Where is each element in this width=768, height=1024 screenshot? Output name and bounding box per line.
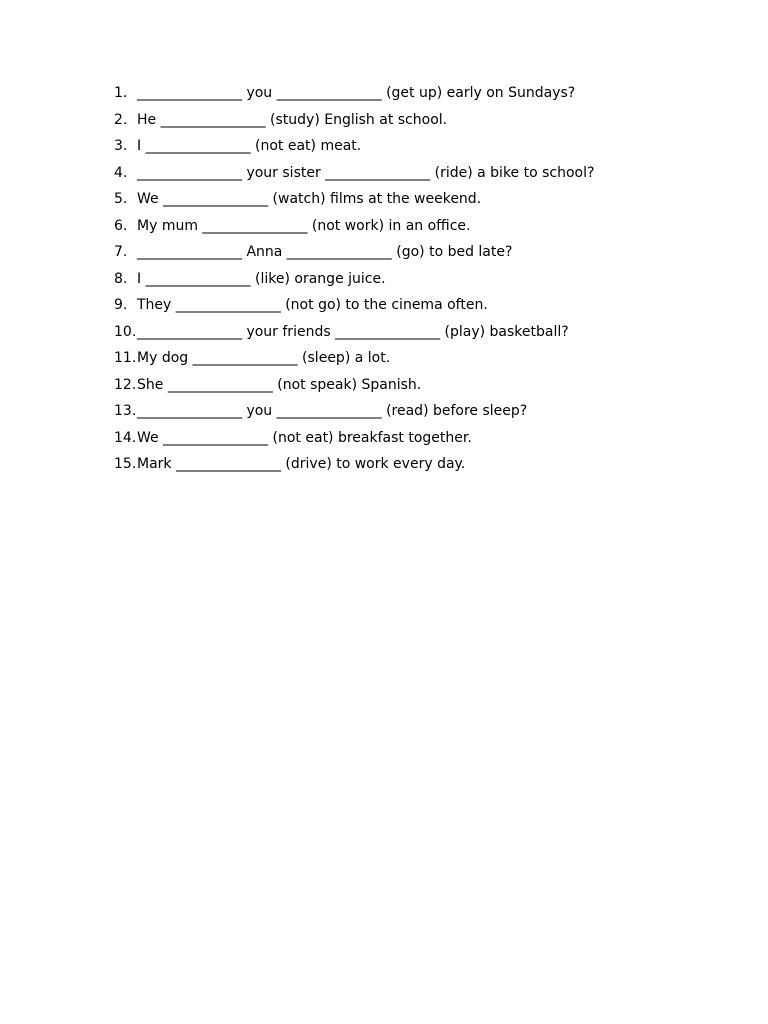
list-item [114, 190, 734, 217]
item-text: My mum _______________ (not work) in an office. [137, 217, 471, 234]
item-text: _______________ your friends _______________ (play) basketball? [137, 323, 569, 340]
exercise-list [114, 84, 734, 482]
list-item [114, 243, 734, 270]
item-number: 14. [114, 429, 137, 446]
list-item [114, 111, 734, 138]
list-item [114, 217, 734, 244]
item-number: 6. [114, 217, 128, 234]
item-number: 5. [114, 191, 128, 207]
item-text: _______________ you _______________ (read) before sleep? [137, 403, 528, 419]
item-number: 10. [114, 323, 137, 340]
item-text: _______________ you _______________ (get up) early on Sundays? [137, 85, 576, 101]
item-number: 8. [114, 270, 128, 287]
item-text: They _______________ (not go) to the cinema often. [137, 297, 488, 313]
list-item [114, 376, 734, 403]
item-text: I _______________ (not eat) meat. [137, 138, 362, 154]
item-number: 12. [114, 376, 137, 393]
list-item [114, 349, 734, 376]
item-text: We _______________ (watch) films at the weekend. [137, 191, 482, 207]
item-text: My dog _______________ (sleep) a lot. [137, 350, 391, 366]
item-text: He _______________ (study) English at school. [137, 111, 448, 128]
item-number: 11. [114, 350, 137, 366]
item-number: 7. [114, 244, 128, 260]
list-item [114, 402, 734, 429]
list-item [114, 270, 734, 297]
item-text: We _______________ (not eat) breakfast together. [137, 429, 472, 446]
item-text: She _______________ (not speak) Spanish. [137, 376, 422, 393]
item-number: 15. [114, 456, 137, 472]
list-item [114, 323, 734, 350]
item-text: _______________ Anna _______________ (go) to bed late? [137, 244, 513, 260]
item-number: 2. [114, 111, 128, 128]
item-number: 9. [114, 297, 128, 313]
item-number: 3. [114, 138, 128, 154]
list-item [114, 429, 734, 456]
item-text: I _______________ (like) orange juice. [137, 270, 386, 287]
item-number: 4. [114, 164, 128, 181]
item-number: 13. [114, 403, 137, 419]
list-item [114, 296, 734, 323]
item-text: _______________ your sister _______________ (ride) a bike to school? [137, 164, 595, 181]
item-number: 1. [114, 85, 128, 101]
item-text: Mark _______________ (drive) to work every day. [137, 456, 466, 472]
list-item [114, 84, 734, 111]
list-item [114, 455, 734, 482]
list-item [114, 137, 734, 164]
list-item [114, 164, 734, 191]
